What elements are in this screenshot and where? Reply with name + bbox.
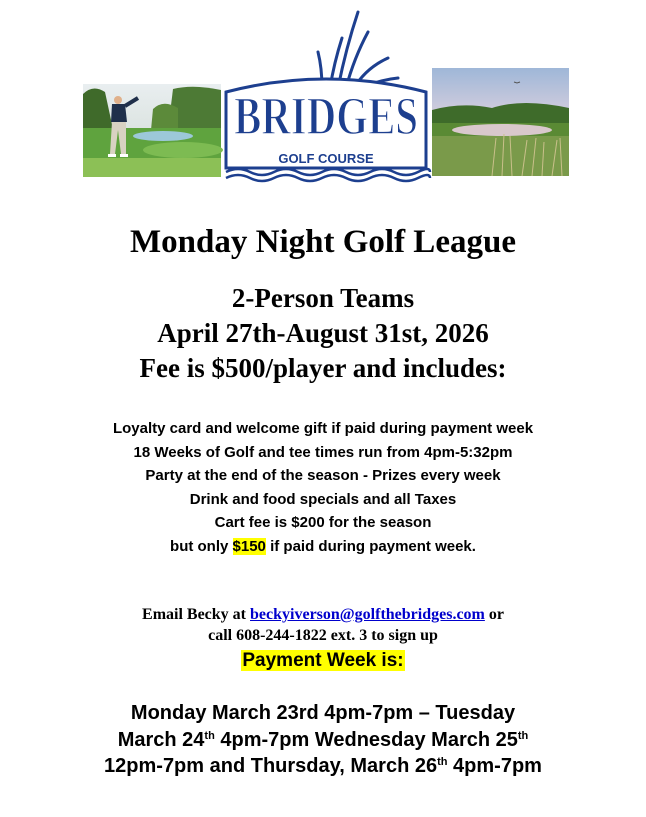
includes-item: Drink and food specials and all Taxes [189,490,457,508]
bridges-logo [218,8,434,180]
logo-tagline: GOLF COURSE [278,151,374,166]
fee-heading: Fee is $500/player and includes: [139,353,507,383]
landscape-photo [432,68,569,176]
discount-amount: $150 [232,537,266,555]
payment-week-line: Monday March 23rd 4pm-7pm – Tuesday [130,702,516,724]
page-title: Monday Night Golf League [130,224,516,260]
includes-item: Party at the end of the season - Prizes every week [145,467,501,484]
includes-item: Cart fee is $200 for the season [214,514,432,531]
contact-line-phone: call 608-244-1822 ext. 3 to sign up [208,627,438,644]
contact-block [0,604,646,646]
payment-week-line: March 24th 4pm-7pm Wednesday March 25th [117,728,529,751]
payment-week-line: 12pm-7pm and Thursday, March 26th 4pm-7pm [104,755,542,777]
email-link[interactable]: beckyiverson@golfthebridges.com [250,606,485,623]
logo-wordmark: BRIDGES [234,86,418,146]
contact-line-email: Email Becky at beckyiverson@golfthebridges.com or [142,606,504,623]
golfer-photo [83,84,221,177]
includes-item: 18 Weeks of Golf and tee times run from 4pm-5:32pm [133,443,513,461]
payment-week-dates [0,700,646,780]
teams-heading: 2-Person Teams [231,283,415,313]
cart-discount-line: but only $150 if paid during payment week. [170,537,476,555]
payment-week-title: Payment Week is: [242,650,404,671]
includes-item: Loyalty card and welcome gift if paid during payment week [112,420,534,437]
includes-list [0,417,646,558]
dates-heading: April 27th-August 31st, 2026 [157,318,489,348]
